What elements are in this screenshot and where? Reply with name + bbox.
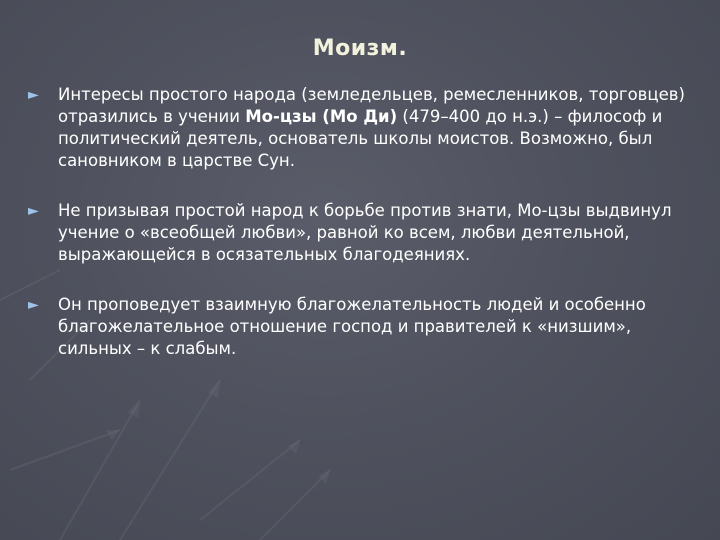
- bullet-2-text: Не призывая простой народ к борьбе против знати, Мо-цзы выдвинул учение о «всеобщей любви», равной ко всем, любви деятельной, выражающейся в осязательных благодеяниях.: [58, 201, 672, 264]
- slide-title: Моизм.: [312, 36, 408, 61]
- triangle-bullet-icon: ►: [28, 87, 39, 103]
- bullet-1-text-before: Интересы простого народа (земледельцев, ремесленников, торговцев) отразились в учении: [58, 85, 685, 126]
- bullet-item-2: [28, 200, 688, 266]
- bullet-1-text-bold: Мо-цзы (Мо Ди): [245, 107, 398, 126]
- bullet-item-3: [28, 294, 688, 360]
- bullet-item-1: [28, 84, 688, 172]
- bullet-list: [28, 84, 688, 388]
- triangle-bullet-icon: ►: [28, 297, 39, 313]
- triangle-bullet-icon: ►: [28, 203, 39, 219]
- bullet-3-text: Он проповедует взаимную благожелательность людей и особенно благожелательное отношение господ и правителей к «низшим», сильных – к слабым.: [58, 295, 646, 358]
- bullet-1-text-after: (479–400 до н.э.) – философ и политический деятель, основатель школы моистов. Возможно, был сановником в царстве Сун.: [58, 107, 663, 170]
